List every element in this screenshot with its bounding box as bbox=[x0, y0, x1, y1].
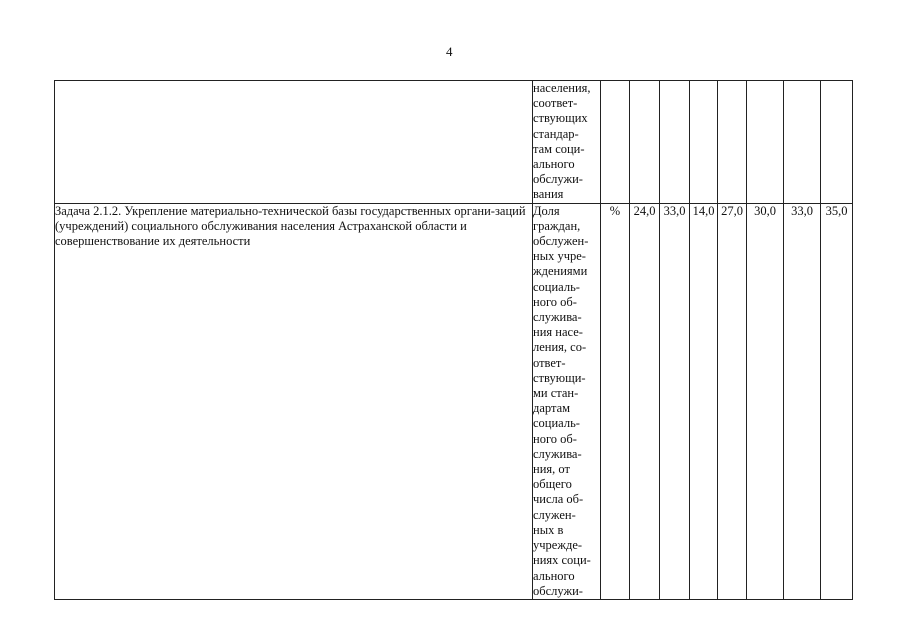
value-cell bbox=[660, 81, 690, 204]
value-cell: 33,0 bbox=[660, 203, 690, 599]
value-cell: 27,0 bbox=[718, 203, 747, 599]
value-cell bbox=[821, 81, 853, 204]
table-row bbox=[55, 203, 853, 599]
value-cell bbox=[690, 81, 718, 204]
value-cell bbox=[747, 81, 784, 204]
unit-cell bbox=[601, 81, 630, 204]
value-cell: 35,0 bbox=[821, 203, 853, 599]
page-number: 4 bbox=[446, 44, 453, 59]
value-cell: 14,0 bbox=[690, 203, 718, 599]
task-cell: Задача 2.1.2. Укрепление материально-технической базы государственных органи-заций (учреждений) социального обслуживания населения Астраханской области и совершенствование их деятельности bbox=[55, 203, 533, 599]
table-row bbox=[55, 81, 853, 204]
indicators-table bbox=[54, 80, 853, 600]
task-cell bbox=[55, 81, 533, 204]
value-cell bbox=[630, 81, 660, 204]
value-cell bbox=[784, 81, 821, 204]
indicator-cell: населения, соответ- ствующих стандар- там соци- ального обслужи- вания bbox=[533, 81, 601, 204]
value-cell: 24,0 bbox=[630, 203, 660, 599]
unit-cell: % bbox=[601, 203, 630, 599]
value-cell bbox=[718, 81, 747, 204]
value-cell: 33,0 bbox=[784, 203, 821, 599]
value-cell: 30,0 bbox=[747, 203, 784, 599]
indicator-cell: Доля граждан, обслужен- ных учре- ждениями социаль- ного об- служива- ния насе- ления, со- ответ- ствующи- ми стан- дартам социаль- ного об- служива- ния, от общего числа об- служен- ных в учрежде- ниях соци- ального обслужи- bbox=[533, 203, 601, 599]
